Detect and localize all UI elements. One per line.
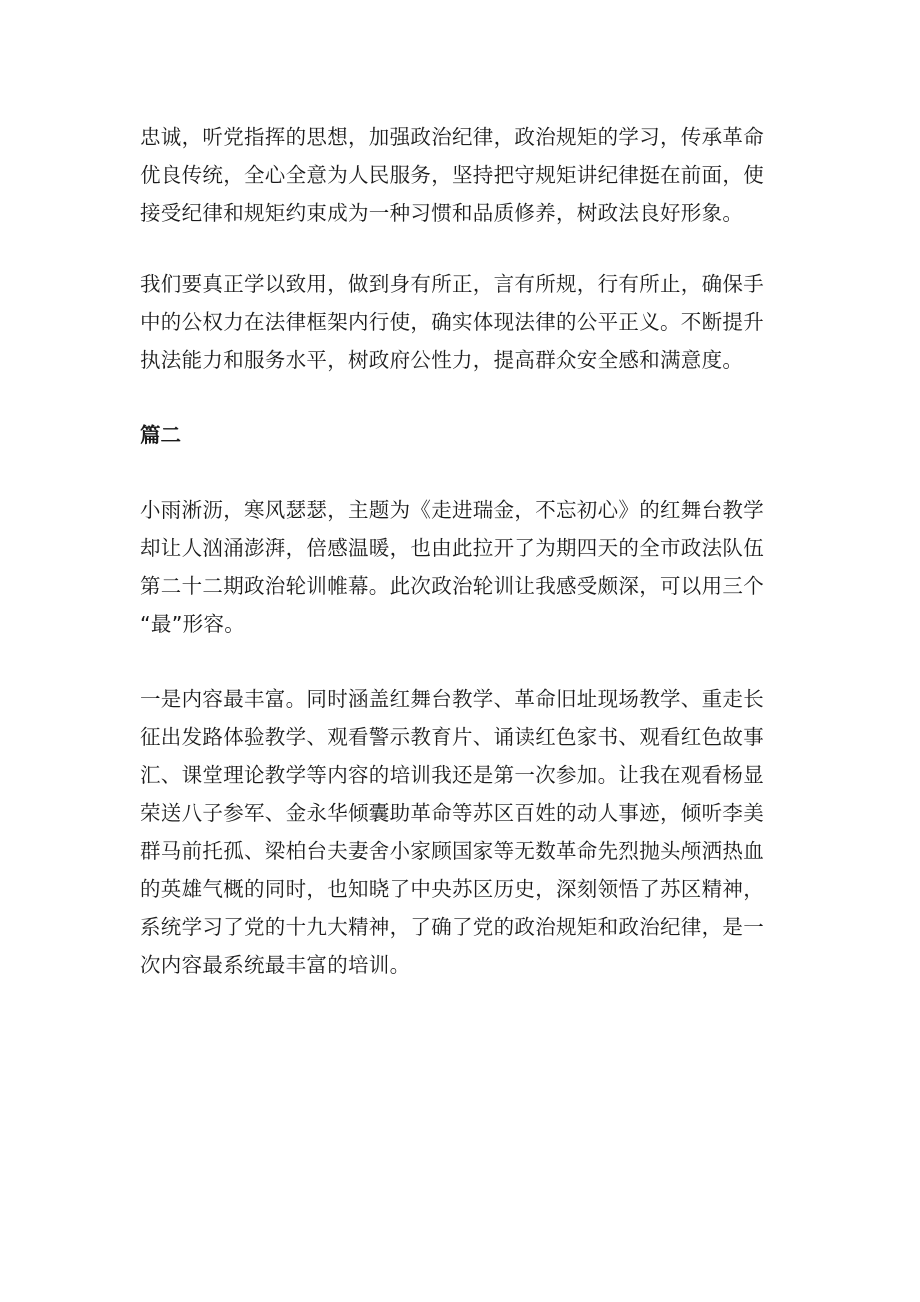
text-line: 忠诚，听党指挥的思想，加强政治纪律，政治规矩的学习，传承革命 xyxy=(140,125,764,149)
text-line: “最”形容。 xyxy=(140,612,246,636)
text-line: 次内容最系统最丰富的培训。 xyxy=(140,953,411,977)
text-line: 却让人汹涌澎湃，倍感温暖，也由此拉开了为期四天的全市政法队伍 xyxy=(140,536,764,560)
paragraph-apply-learning xyxy=(140,265,790,379)
section-heading: 篇二 xyxy=(140,423,181,447)
paragraph-discipline xyxy=(140,118,790,232)
text-line: 优良传统，全心全意为人民服务，坚持把守规矩讲纪律挺在前面，使 xyxy=(140,163,764,187)
text-line: 征出发路体验教学、观看警示教育片、诵读红色家书、观看红色故事 xyxy=(140,725,764,749)
text-line: 系统学习了党的十九大精神，了确了党的政治规矩和政治纪律，是一 xyxy=(140,915,764,939)
text-line: 第二十二期政治轮训帷幕。此次政治轮训让我感受颇深，可以用三个 xyxy=(140,574,764,598)
document-page xyxy=(140,118,790,984)
text-line: 群马前托孤、梁柏台夫妻舍小家顾国家等无数革命先烈抛头颅洒热血 xyxy=(140,839,764,863)
text-line: 的英雄气概的同时，也知晓了中央苏区历史，深刻领悟了苏区精神， xyxy=(140,877,764,901)
text-line: 我们要真正学以致用，做到身有所正，言有所规，行有所止，确保手 xyxy=(140,272,764,296)
text-line: 执法能力和服务水平，树政府公性力，提高群众安全感和满意度。 xyxy=(140,348,744,372)
text-line: 汇、课堂理论教学等内容的培训我还是第一次参加。让我在观看杨显 xyxy=(140,763,764,787)
text-line: 接受纪律和规矩约束成为一种习惯和品质修养，树政法良好形象。 xyxy=(140,201,744,225)
text-line: 荣送八子参军、金永华倾囊助革命等苏区百姓的动人事迹，倾听李美 xyxy=(140,801,764,825)
text-line: 一是内容最丰富。同时涵盖红舞台教学、革命旧址现场教学、重走长 xyxy=(140,687,764,711)
paragraph-intro xyxy=(140,491,790,643)
paragraph-content-richest xyxy=(140,680,790,984)
text-line: 小雨淅沥，寒风瑟瑟，主题为《走进瑞金，不忘初心》的红舞台教学 xyxy=(140,498,764,522)
text-line: 中的公权力在法律框架内行使，确实体现法律的公平正义。不断提升 xyxy=(140,310,764,334)
